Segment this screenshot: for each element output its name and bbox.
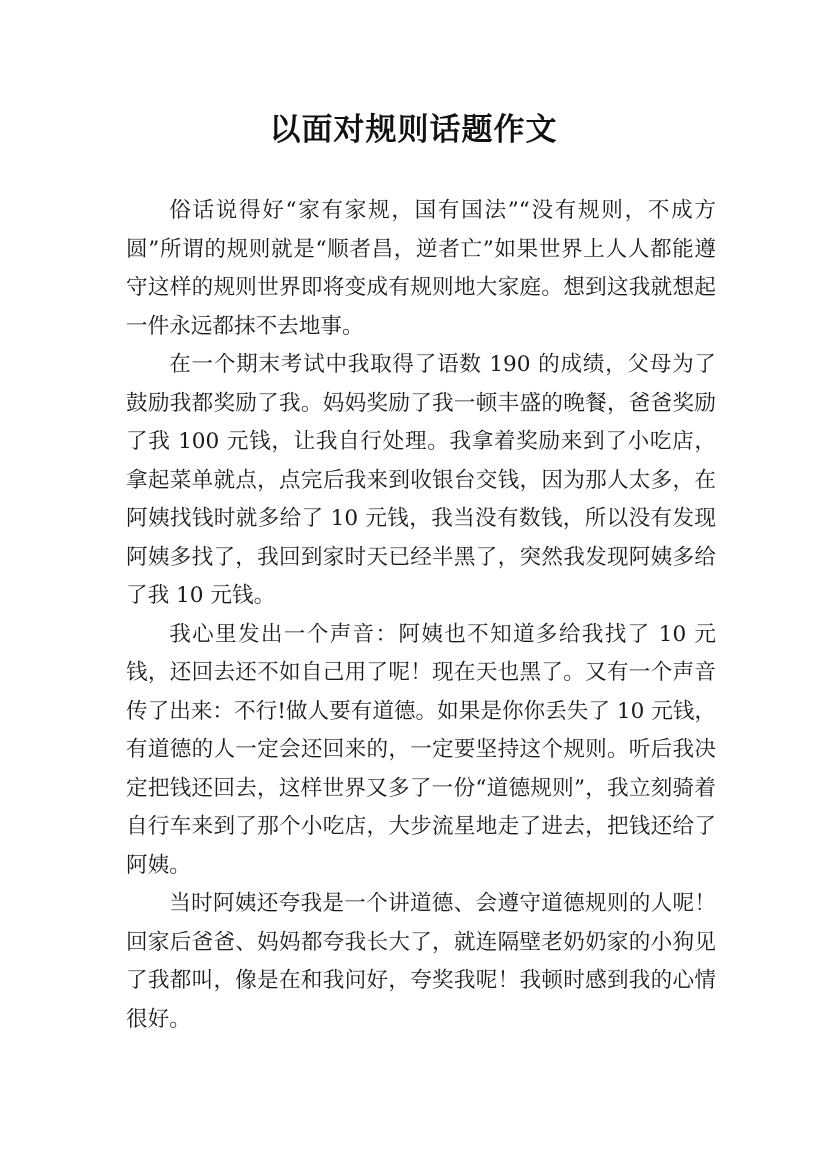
paragraph-2: 在一个期末考试中我取得了语数 190 的成绩，父母为了鼓励我都奖励了我。妈妈奖励了我一顿丰盛的晚餐，爸爸奖励了我 100 元钱，让我自行处理。我拿着奖励来到了小吃店，拿起菜单就点，点完后我来到收银台交钱，因为那人太多，在阿姨找钱时就多给了 10 元钱，我当没有数钱，所以没有发现阿姨多找了，我回到家时天已经半黑了，突然我发现阿姨多给了我 10 元钱。 xyxy=(126,352,716,608)
paragraph-1: 俗话说得好“家有家规，国有国法”“没有规则，不成方圆”所谓的规则就是“顺者昌，逆者亡”如果世界上人人都能遵守这样的规则世界即将变成有规则地大家庭。想到这我就想起一件永远都抹不去地事。 xyxy=(126,198,716,339)
paragraph-3: 我心里发出一个声音：阿姨也不知道多给我找了 10 元钱，还回去还不如自己用了呢！现在天也黑了。又有一个声音传了出来：不行!做人要有道德。如果是你你丢失了 10 元钱，有道德的人一定会还回来的，一定要坚持这个规则。听后我决定把钱还回去，这样世界又多了一份“道德规则”，我立刻骑着自行车来到了那个小吃店，大步流星地走了进去，把钱还给了阿姨。 xyxy=(126,621,716,878)
document-body xyxy=(126,192,716,1039)
paragraph-4: 当时阿姨还夸我是一个讲道德、会遵守道德规则的人呢！回家后爸爸、妈妈都夸我长大了，就连隔壁老奶奶家的小狗见了我都叫，像是在和我问好，夸奖我呢！我顿时感到我的心情很好。 xyxy=(126,891,716,1032)
document-title: 以面对规则话题作文 xyxy=(269,112,558,148)
